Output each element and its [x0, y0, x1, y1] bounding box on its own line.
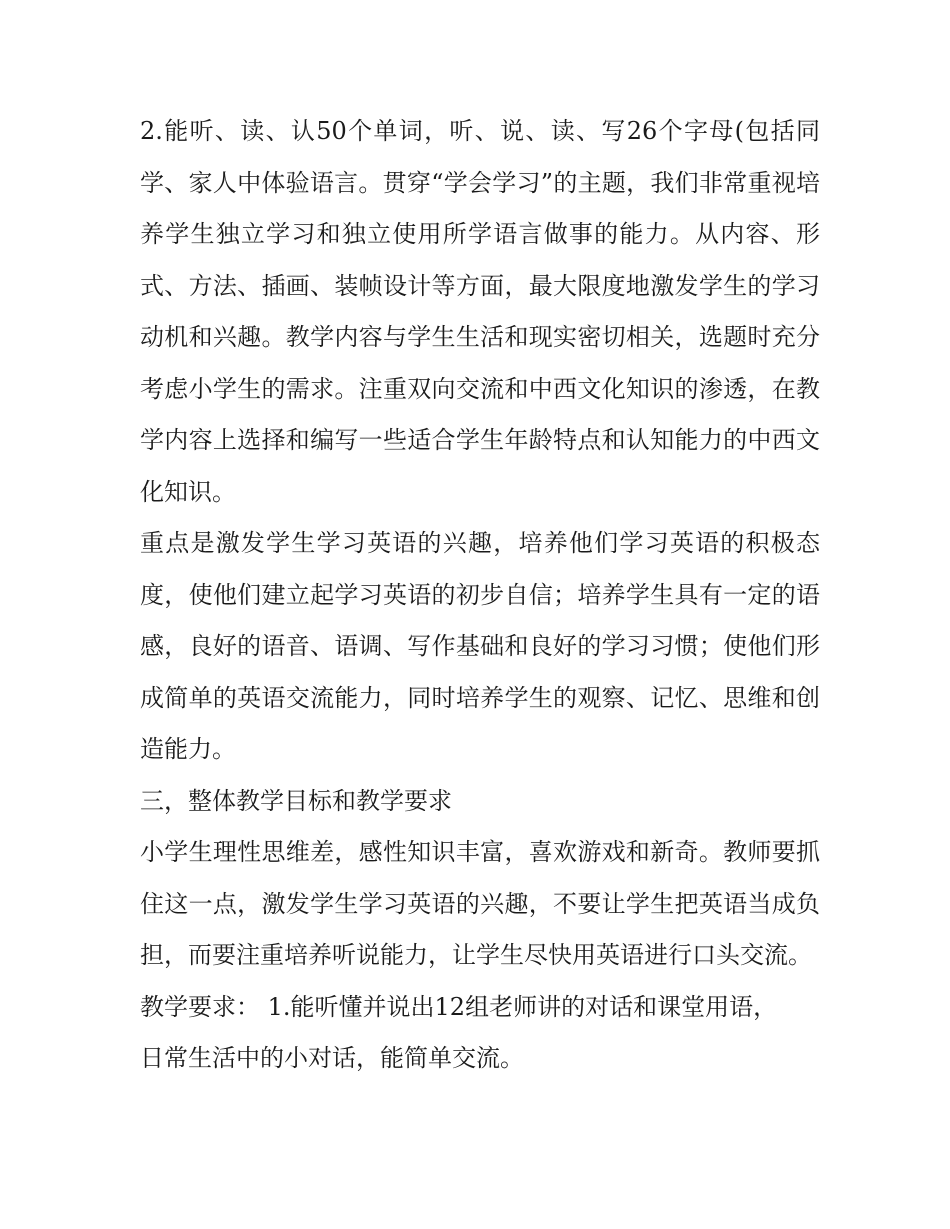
paragraph-daily-dialogues: 日常生活中的小对话，能简单交流。 — [140, 1044, 524, 1072]
paragraph-key-points: 重点是激发学生学习英语的兴趣，培养他们学习英语的积极态度，使他们建立起学习英语的初步自信；培养学生具有一定的语感，良好的语音、语调、写作基础和良好的学习习惯；使他们形成简单的英语交流能力，同时培养学生的观察、记忆、思维和创造能力。 — [140, 529, 820, 763]
section-heading-overall-goals: 三，整体教学目标和教学要求 — [140, 786, 452, 815]
paragraph-student-characteristics: 小学生理性思维差，感性知识丰富，喜欢游戏和新奇。教师要抓住这一点，激发学生学习英语的兴趣，不要让学生把英语当成负担，而要注重培养听说能力，让学生尽快用英语进行口头交流。 — [140, 838, 820, 969]
paragraph-vocabulary-goals: 2.能听、读、认50个单词，听、说、读、写26个字母(包括同学、家人中体验语言。贯穿“学会学习”的主题，我们非常重视培养学生独立学习和独立使用所学语言做事的能力。从内容、形式、方法、插画、装帧设计等方面，最大限度地激发学生的学习动机和兴趣。教学内容与学生生活和现实密切相关，选题时充分考虑小学生的需求。注重双向交流和中西文化知识的渗透，在教学内容上选择和编写一些适合学生年龄特点和认知能力的中西文化知识。 — [140, 117, 820, 506]
paragraph-teaching-requirements: 教学要求： 1.能听懂并说出12组老师讲的对话和课堂用语， — [140, 992, 778, 1021]
document-body — [140, 106, 820, 1085]
